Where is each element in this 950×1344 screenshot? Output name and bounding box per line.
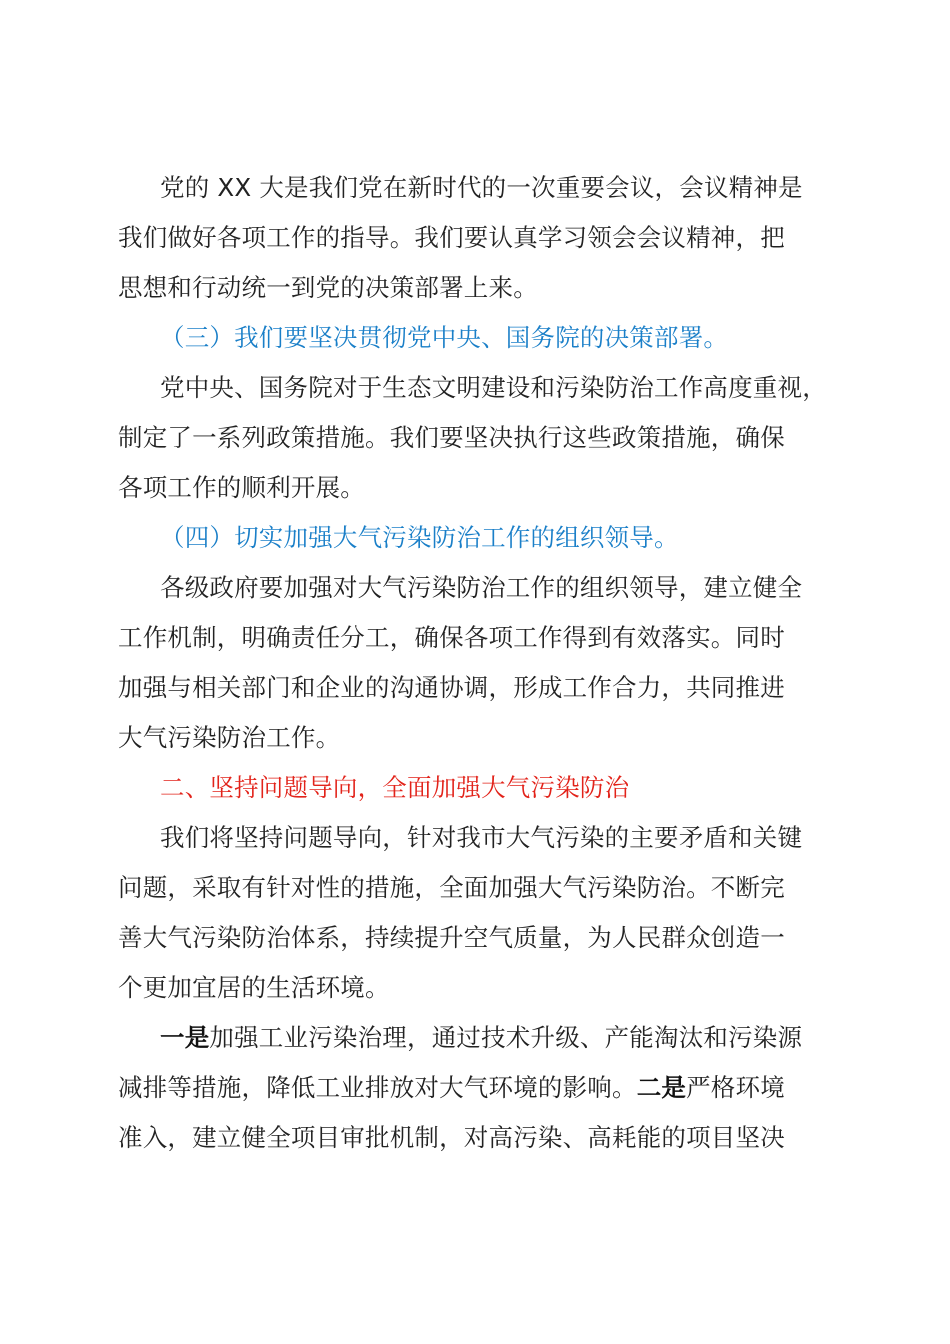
text-line: 问题，采取有针对性的措施，全面加强大气污染防治。不断完 <box>118 873 785 902</box>
document-body <box>118 163 830 1163</box>
subheading-three: （三）我们要坚决贯彻党中央、国务院的决策部署。 <box>160 323 729 352</box>
text-line: 思想和行动统一到党的决策部署上来。 <box>118 273 538 302</box>
section-heading-two: 二、坚持问题导向，全面加强大气污染防治 <box>160 773 630 802</box>
text-span: 严格环境 <box>686 1073 785 1102</box>
bold-marker-first: 一是 <box>160 1023 210 1052</box>
text-span: 减排等措施，降低工业排放对大气环境的影响。 <box>118 1073 637 1102</box>
text-line: 我们做好各项工作的指导。我们要认真学习领会会议精神，把 <box>118 223 785 252</box>
paragraph-meeting-spirit <box>118 163 830 313</box>
text-line: 制定了一系列政策措施。我们要坚决执行这些政策措施，确保 <box>118 423 785 452</box>
text-line: 大气污染防治工作。 <box>118 723 341 752</box>
text-line: 准入，建立健全项目审批机制，对高污染、高耗能的项目坚决 <box>118 1123 785 1152</box>
text-line: 我们将坚持问题导向，针对我市大气污染的主要矛盾和关键 <box>160 823 803 852</box>
text-line <box>118 1063 830 1113</box>
text-line: 各项工作的顺利开展。 <box>118 473 365 502</box>
text-line: 工作机制，明确责任分工，确保各项工作得到有效落实。同时 <box>118 623 785 652</box>
paragraph-measures <box>118 1013 830 1163</box>
text-line: 各级政府要加强对大气污染防治工作的组织领导，建立健全 <box>160 573 803 602</box>
bold-marker-second: 二是 <box>636 1073 687 1102</box>
text-line: 加强与相关部门和企业的沟通协调，形成工作合力，共同推进 <box>118 673 785 702</box>
subheading-four: （四）切实加强大气污染防治工作的组织领导。 <box>160 523 679 552</box>
paragraph-central-policy <box>118 363 830 513</box>
text-span: 加强工业污染治理，通过技术升级、产能淘汰和污染源 <box>209 1023 803 1052</box>
text-line: 善大气污染防治体系，持续提升空气质量，为人民群众创造一 <box>118 923 785 952</box>
text-line: 个更加宜居的生活环境。 <box>118 973 390 1002</box>
paragraph-problem-oriented <box>118 813 830 1013</box>
text-line: 党的 XX 大是我们党在新时代的一次重要会议，会议精神是 <box>160 173 803 202</box>
text-line <box>118 1013 830 1063</box>
paragraph-organizational-leadership <box>118 563 830 763</box>
text-line: 党中央、国务院对于生态文明建设和污染防治工作高度重视， <box>160 373 827 402</box>
